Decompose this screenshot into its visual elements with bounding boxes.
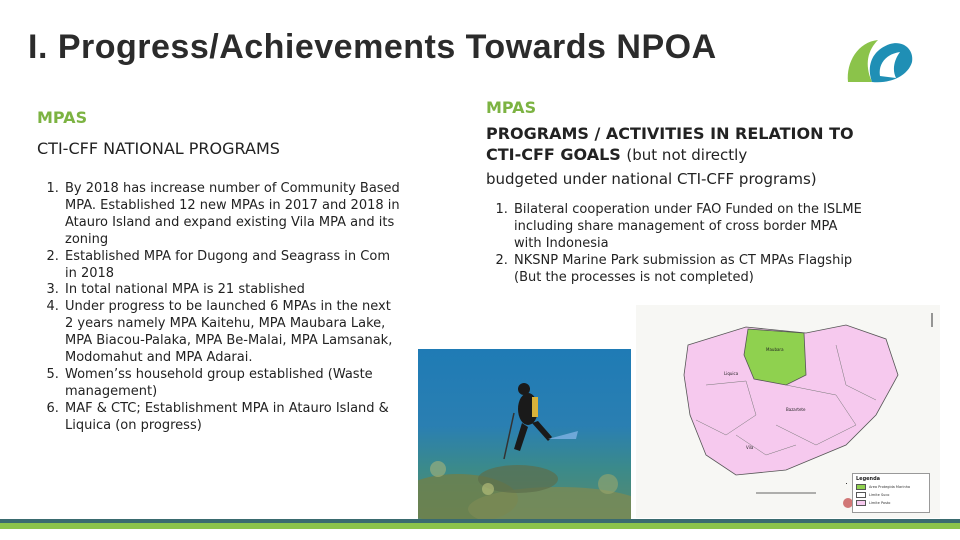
legend-title: Legenda [856, 476, 881, 482]
legend-row [856, 500, 929, 506]
list-item: 5. Women’ss household group established (Waste management) [63, 367, 402, 401]
footer-stripe-green [0, 523, 960, 529]
list-item: 3. In total national MPA is 21 stablished [63, 282, 402, 299]
right-heading-sub: budgeted under national CTI-CFF programs) [486, 170, 817, 188]
list-item: 2. NKSNP Marine Park submission as CT MPAs Flagship (But the processes is not completed) [512, 253, 866, 287]
list-item: 4. Under progress to be launched 6 MPAs in the next 2 years namely MPA Kaitehu, MPA Maubara Lake, MPA Biacou-Palaka, MPA Be-Malai, MPA Lamsanak, Modomahut and MPA Adarai. [63, 299, 402, 367]
right-column [486, 98, 866, 287]
legend-row [856, 484, 929, 490]
map-label-liquica: Liquica [724, 371, 739, 376]
ctc-logo-icon [838, 32, 918, 92]
right-heading-main: PROGRAMS / ACTIVITIES IN RELATION TO CTI-CFF GOALS [486, 124, 854, 164]
timor-mpa-map [636, 305, 940, 518]
list-item: 1. Bilateral cooperation under FAO Funded on the ISLME including share management of cross border MPA with Indonesia [512, 202, 866, 253]
list-item: 1. By 2018 has increase number of Community Based MPA. Established 12 new MPAs in 2017 and 2018 in Atauro Island and expand existing Vila MPA and its zoning [63, 181, 402, 249]
list-item: 6. MAF & CTC; Establishment MPA in Atauro Island & Liquica (on progress) [63, 401, 402, 435]
left-column [37, 108, 402, 435]
list-item: 2. Established MPA for Dugong and Seagrass in Com in 2018 [63, 249, 402, 283]
map-label-vila: Vila [746, 445, 754, 450]
legend-swatch-posto [856, 500, 866, 506]
right-section-label: MPAS [486, 98, 537, 117]
diver-coral-photo [418, 349, 631, 520]
map-label-maubara: Maubara [766, 347, 784, 352]
left-section-heading: CTI-CFF NATIONAL PROGRAMS [37, 139, 280, 158]
map-label-bazartete: Bazartete [786, 407, 806, 412]
legend-text: Area Protegida Marinha [869, 485, 911, 489]
legend-row [856, 492, 929, 498]
legend-text: Limite Posto [869, 501, 891, 505]
left-list [37, 181, 402, 435]
right-heading-note: (but not directly [626, 146, 748, 164]
map-legend [852, 473, 930, 513]
left-section-label: MPAS [37, 108, 88, 127]
legend-text: Limite Suco [869, 493, 890, 497]
right-list [486, 202, 866, 287]
slide-title: I. Progress/Achievements Towards NPOA [28, 28, 717, 66]
right-section-heading [486, 123, 866, 166]
diver-illustration [418, 349, 631, 520]
legend-swatch-suco [856, 492, 866, 498]
legend-swatch-mpa [856, 484, 866, 490]
